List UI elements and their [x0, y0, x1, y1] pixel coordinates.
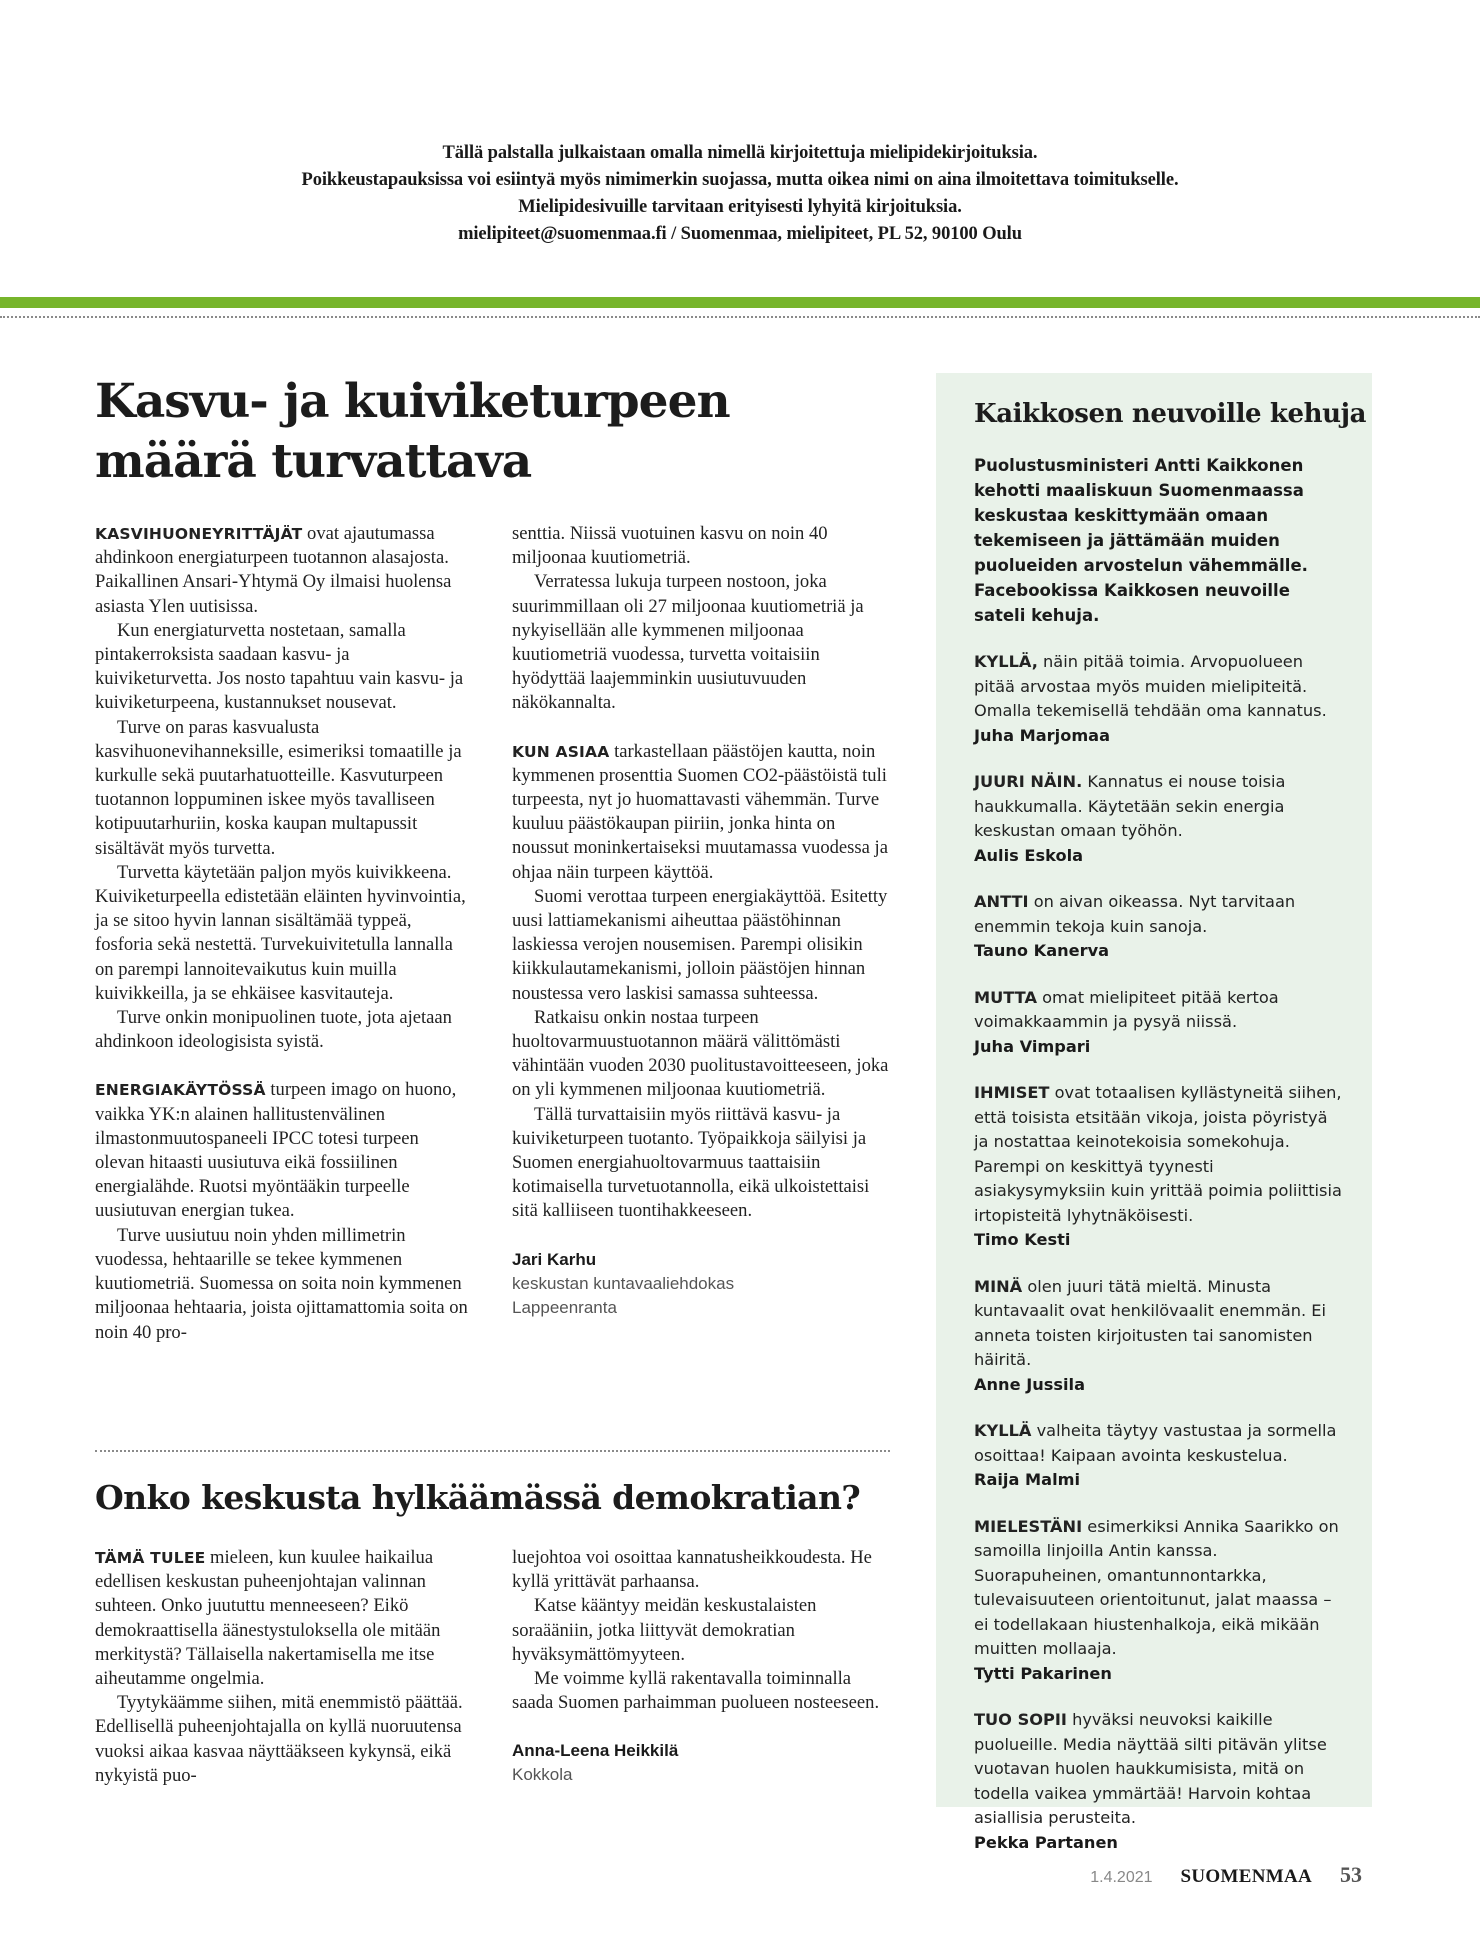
comment-keyword: MUTTA: [974, 987, 1037, 1007]
comment-keyword: JUURI NÄIN.: [974, 772, 1083, 791]
submission-notice: [0, 140, 1480, 248]
comment-text: omat mielipiteet pitää kertoa voimakkaammin ja pysyä niissä.: [974, 987, 1279, 1031]
sidebar-comment: [974, 1708, 1344, 1855]
comment-keyword: MINÄ: [974, 1276, 1023, 1296]
dotted-divider: [95, 1450, 890, 1452]
paragraph: [95, 1546, 470, 1691]
paragraph-text: senttia. Niissä vuotuinen kasvu on noin 40 miljoonaa kuutiometriä.: [512, 523, 828, 569]
comment-text: olen juuri tätä mieltä. Minusta kuntavaalit ovat henkilövaalit enemmän. Ei anneta toisten kirjoitusten tai sanomisten häiritä.: [974, 1276, 1327, 1369]
sidebar-intro: Puolustusministeri Antti Kaikkonen kehotti maaliskuun Suomenmaassa keskustaa keskittymään omaan tekemiseen ja jättämään muiden puolueiden arvostelun vähemmälle. Facebookissa Kaikkosen neuvoille sateli kehuja.: [974, 456, 1308, 625]
paragraph: [512, 1103, 892, 1224]
article-column-1: [95, 1546, 470, 1788]
comment-text: Kannatus ei nouse toisia haukkumalla. Käytetään sekin energia keskustan omaan työhön.: [974, 772, 1286, 840]
sidebar-comment: [974, 1419, 1344, 1493]
comment-author: Raija Malmi: [974, 1470, 1081, 1489]
paragraph-text: Katse kääntyy meidän keskustalaisten soraääniin, jotka liittyvät demokratian hyväksymättömyyteen.: [512, 1595, 817, 1665]
sidebar-comment: [974, 1515, 1344, 1687]
comment-keyword: MIELESTÄNI: [974, 1516, 1083, 1536]
comment-keyword: KYLLÄ,: [974, 652, 1038, 671]
paragraph-kicker: TÄMÄ TULEE: [95, 1549, 206, 1567]
sidebar-comment: [974, 1081, 1344, 1253]
comment-text: esimerkiksi Annika Saarikko on samoilla linjoilla Antin kanssa. Suorapuheinen, omantunnontarkka, tulevaisuuteen orientoitunut, jalat maassa – ei todellakaan hiustenhalkoja, eikä mikään muitten mollaaja.: [974, 1516, 1339, 1658]
comment-keyword: KYLLÄ: [974, 1421, 1032, 1440]
sidebar-comment: [974, 650, 1344, 748]
sidebar-title: Kaikkosen neuvoille kehuja: [974, 399, 1367, 429]
comment-author: Tytti Pakarinen: [974, 1663, 1112, 1683]
notice-line: Tällä palstalla julkaistaan omalla nimellä kirjoitettuja mielipidekirjoituksia.: [442, 143, 1038, 163]
paragraph-text: Kun energiaturvetta nostetaan, samalla pintakerroksista saadaan kasvu- ja kuiviketurvetta. Jos nosto tapahtuu vain kasvu- ja kuiviketurpeena, kustannukset nousevat.: [95, 619, 464, 714]
headline-line-1: Kasvu- ja kuiviketurpeen: [95, 374, 730, 429]
author-name: Jari Karhu: [512, 1249, 597, 1269]
paragraph-text: Tyytykäämme siihen, mitä enemmistö päättää. Edellisellä puheenjohtajalla on kyllä nuoruutensa vuoksi aikaa kasvaa näyttääkseen kykynsä, eikä nykyistä puo-: [95, 1692, 463, 1786]
notice-line: Poikkeustapauksissa voi esiintyä myös nimimerkin suojassa, mutta oikea nimi on aina ilmoitettava toimitukselle.: [301, 170, 1179, 190]
comment-text: hyväksi neuvoksi kaikille puolueille. Media näyttää silti pitävän ylitse vuotavan huolen haukkumisista, mitä on todella vaikea ymmärtää! Harvoin kohtaa asiallisia perusteita.: [974, 1710, 1327, 1827]
article-headline: [95, 372, 795, 492]
page-number: 53: [1340, 1862, 1362, 1887]
sidebar-comment: [974, 890, 1344, 964]
paragraph-text: Turve onkin monipuolinen tuote, jota ajetaan ahdinkoon ideologisista syistä.: [95, 1007, 452, 1053]
paragraph-kicker: KASVIHUONEYRITTÄJÄT: [95, 525, 303, 543]
comment-author: Pekka Partanen: [974, 1832, 1118, 1852]
comment-text: näin pitää toimia. Arvopuolueen pitää arvostaa myös muiden mielipiteitä. Omalla tekemisellä tehdään oma kannatus.: [974, 652, 1327, 720]
author-signature: [512, 1739, 892, 1787]
comment-author: Aulis Eskola: [974, 845, 1084, 865]
paragraph: [95, 861, 470, 1006]
paragraph-text: Me voimme kyllä rakentavalla toiminnalla saada Suomen parhaimman puolueen nosteeseen.: [512, 1668, 880, 1714]
publication-name: SUOMENMAA: [1180, 1866, 1312, 1887]
paragraph: [95, 619, 470, 716]
paragraph-text: tarkastellaan päästöjen kautta, noin kymmenen prosenttia Suomen CO2-päästöistä tuli turpeesta, nyt jo huomattavasti vähemmän. Turve kuuluu päästökaupan piiriin, jonka hinta on noussut moninkertaiseksi muutamassa vuodessa ja ohjaa näin turpeen käyttöä.: [512, 740, 888, 883]
comment-keyword: TUO SOPII: [974, 1710, 1067, 1729]
sidebar-comment-list: [974, 650, 1344, 1855]
paragraph: [512, 885, 892, 1006]
comment-author: Anne Jussila: [974, 1374, 1086, 1394]
paragraph-kicker: ENERGIAKÄYTÖSSÄ: [95, 1081, 266, 1100]
notice-line: Mielipidesivuille tarvitaan erityisesti lyhyitä kirjoituksia.: [518, 197, 962, 217]
paragraph: [95, 1691, 470, 1788]
article-column-2: [512, 522, 892, 1320]
article-column-1: [95, 522, 470, 1345]
comment-keyword: ANTTI: [974, 892, 1029, 911]
paragraph: [95, 522, 470, 619]
issue-date: 1.4.2021: [1090, 1869, 1153, 1886]
page-footer: [1090, 1862, 1362, 1888]
article-column-2: [512, 1546, 892, 1787]
comment-text: ovat totaalisen kyllästyneitä siihen, että toisista etsitään vikoja, joista pöyristyä ja nostattaa keinotekoisia somekohuja. Parempi on keskittyä tyynesti asiakysymyksiin kuin yrittää poimia poliittisia irtopisteitä lyhytnäköisesti.: [974, 1083, 1342, 1225]
author-city: Kokkola: [512, 1765, 573, 1785]
sidebar-comment: [974, 1275, 1344, 1398]
comment-text: valheita täytyy vastustaa ja sormella osoittaa! Kaipaan avointa keskustelua.: [974, 1421, 1337, 1465]
paragraph: [512, 1667, 892, 1715]
paragraph-kicker: KUN ASIAA: [512, 742, 610, 761]
paragraph-text: Suomi verottaa turpeen energiakäyttöä. Esitetty uusi lattiamekanismi aiheuttaa päästöhinnan laskiessa verojen nousemisen. Parempi olisikin kiikkulautamekanismi, jolloin päästöjen hinnan noustessa vero laskisi samassa suhteessa.: [512, 885, 888, 1004]
comment-author: Juha Vimpari: [974, 1036, 1091, 1056]
paragraph: [95, 1006, 470, 1054]
paragraph: [95, 1078, 470, 1223]
comment-author: Tauno Kanerva: [974, 941, 1110, 960]
paragraph-text: Turve uusiutuu noin yhden millimetrin vuodessa, hehtaarille se tekee kymmenen kuutiometriä. Suomessa on soita noin kymmenen miljoonaa hehtaaria, joista ojittamattomia soita on noin 40 pro-: [95, 1224, 468, 1343]
paragraph-text: Turvetta käytetään paljon myös kuivikkeena. Kuiviketurpeella edistetään eläinten hyvinvointia, ja se sitoo hyvin lannan sisältämää typpeä, fosforia sekä nestettä. Turvekuivitetulla lannalla on parempi lannoitevaikutus kuin muilla kuivikkeilla, ja se ehkäisee kasvitauteja.: [95, 861, 466, 1004]
paragraph: [95, 716, 470, 861]
paragraph-text: Ratkaisu onkin nostaa turpeen huoltovarmuustuotannon määrä välittömästi vähintään vuoden 2030 puolitustavoitteeseen, joka on yli kymmenen miljoonaa kuutiometriä.: [512, 1006, 889, 1101]
paragraph: [512, 1594, 892, 1667]
author-title: keskustan kuntavaaliehdokas: [512, 1273, 735, 1293]
dotted-divider: [0, 316, 1480, 318]
sidebar-comment: [974, 986, 1344, 1060]
article-headline: Onko keskusta hylkäämässä demokratian?: [95, 1478, 861, 1517]
paragraph-text: Tällä turvattaisiin myös riittävä kasvu- ja kuiviketurpeen tuotanto. Työpaikkoja säilyisi ja Suomen energiahuoltovarmuus taattaisiin kotimaisella turvetuotannolla, eikä ulkoistettaisi sitä kalliiseen tuontihakkeeseen.: [512, 1103, 870, 1222]
paragraph-text: turpeen imago on huono, vaikka YK:n alainen hallitustenvälinen ilmastonmuutospaneeli IPCC totesi turpeen olevan hitaasti uusiutuva eikä fossiilinen energialähde. Ruotsi myöntääkin turpeelle uusiutuvan energian tukea.: [95, 1079, 457, 1222]
paragraph: [95, 1224, 470, 1345]
sidebar-comment: [974, 770, 1344, 868]
paragraph-text: mieleen, kun kuulee haikailua edellisen keskustan puheenjohtajan valinnan suhteen. Onko juututtu menneeseen? Eikö demokraattisella äänestystuloksella ole mitään merkitystä? Tällaisella nakertamisella me itse aiheutamme ongelmia.: [95, 1547, 441, 1690]
headline-line-2: määrä turvattava: [95, 434, 532, 489]
paragraph-text: luejohtoa voi osoittaa kannatusheikkoudesta. He kyllä yrittävät parhaansa.: [512, 1547, 872, 1593]
paragraph: [512, 1546, 892, 1594]
comment-author: Timo Kesti: [974, 1230, 1071, 1249]
paragraph-text: Turve on paras kasvualusta kasvihuonevihanneksille, esimeriksi tomaatille ja kurkulle sekä puutarhatuotteille. Kasvuturpeen tuotannon loppuminen iskee myös tavalliseen kotipuutarhuriin, koska kaupan multapussit sisältävät myös turvetta.: [95, 716, 462, 859]
paragraph-text: Verratessa lukuja turpeen nostoon, joka suurimmillaan oli 27 miljoonaa kuutiometriä ja nykyisellään alle kymmenen miljoonaa kuutiometriä vuodessa, turvetta voitaisiin hyödyttää laajemminkin uusiutuvuuden näkökannalta.: [512, 571, 864, 714]
paragraph: [512, 570, 892, 715]
comment-keyword: IHMISET: [974, 1083, 1050, 1102]
paragraph: [512, 522, 892, 570]
author-city: Lappeenranta: [512, 1297, 617, 1317]
author-signature: [512, 1248, 892, 1320]
green-divider-bar: [0, 297, 1480, 308]
comment-author: Juha Marjomaa: [974, 725, 1111, 745]
comment-text: on aivan oikeassa. Nyt tarvitaan enemmin tekoja kuin sanoja.: [974, 892, 1296, 936]
author-name: Anna-Leena Heikkilä: [512, 1741, 679, 1761]
sidebar-box: [936, 373, 1372, 1852]
paragraph-text: ovat ajautumassa ahdinkoon energiaturpeen tuotannon alasajosta. Paikallinen Ansari-Yhtymä Oy ilmaisi huolensa asiasta Ylen uutisissa.: [95, 523, 452, 617]
paragraph: [512, 740, 892, 885]
paragraph: [512, 1006, 892, 1103]
notice-contact: mielipiteet@suomenmaa.fi / Suomenmaa, mielipiteet, PL 52, 90100 Oulu: [458, 224, 1022, 244]
